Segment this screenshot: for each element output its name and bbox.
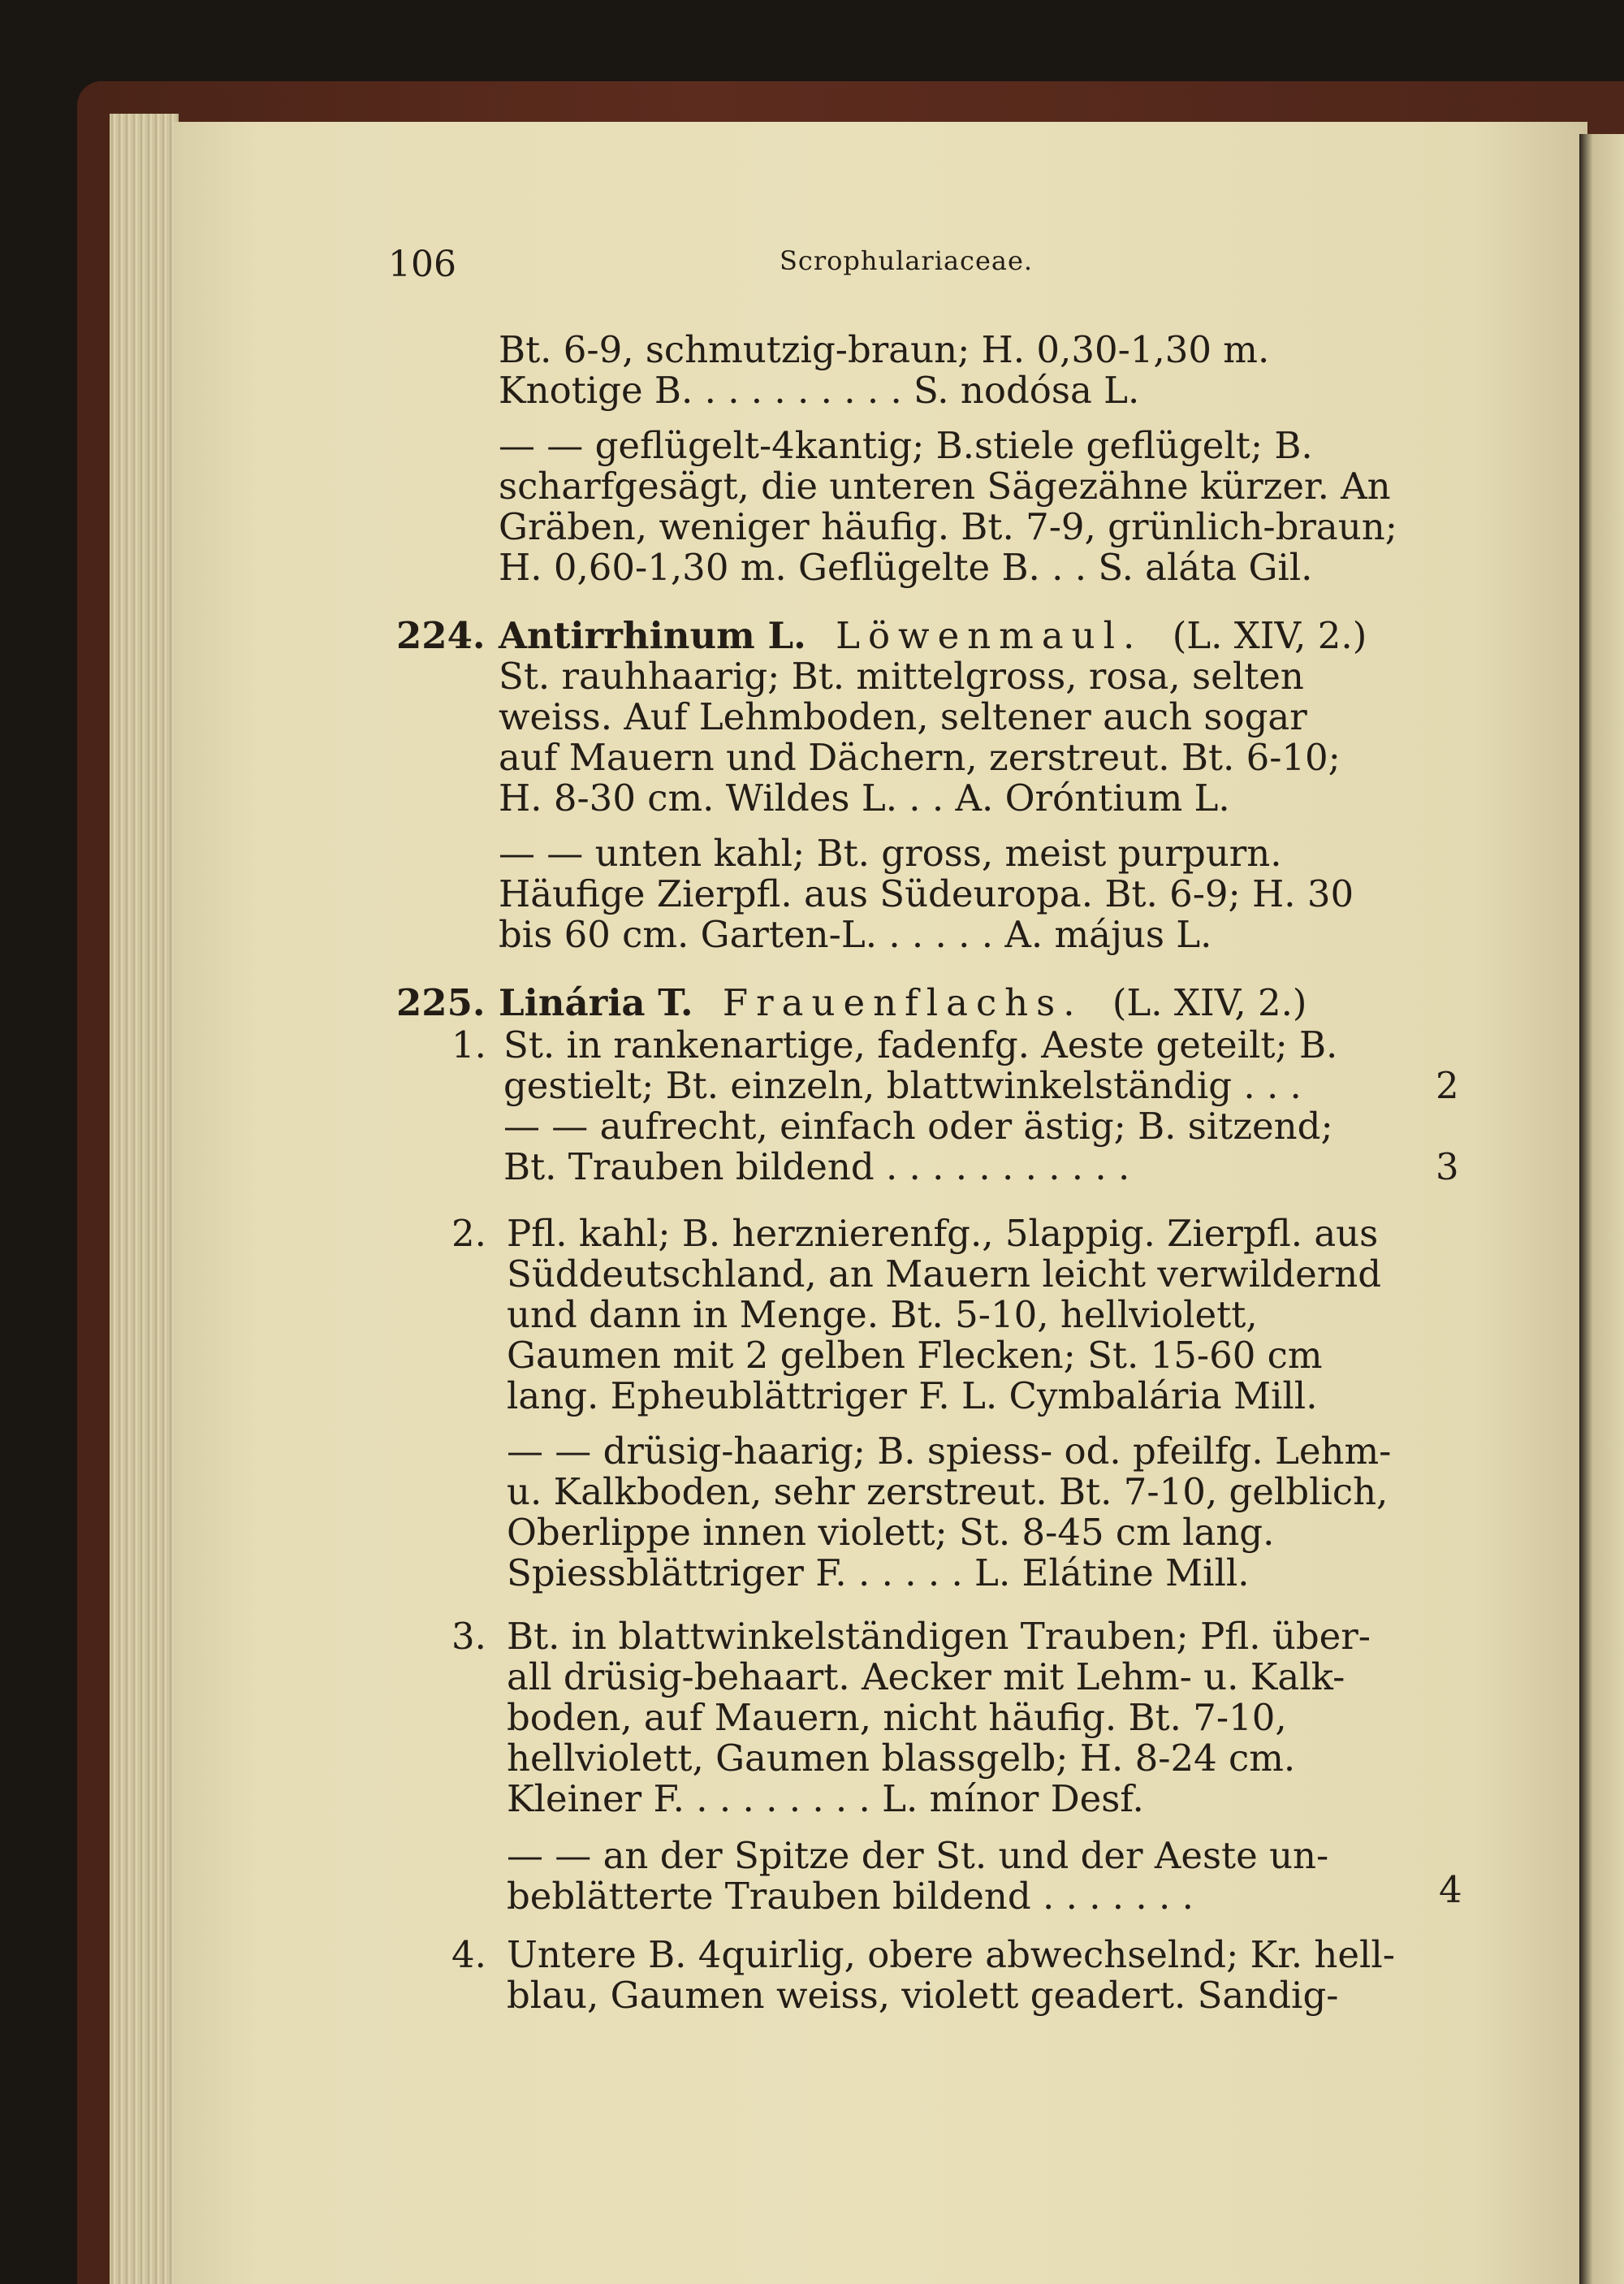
text-line: auf Mauern und Dächern, zerstreut. Bt. 6-10; [499,736,1341,779]
key-reference: 2 [1436,1064,1459,1107]
genus-german-name: Frauenflachs. [722,981,1083,1024]
text-line: — — aufrecht, einfach oder ästig; B. sitzend; [503,1105,1333,1148]
text-line: bis 60 cm. Garten-L. . . . . . A. május L. [499,913,1212,956]
text-line: und dann in Menge. Bt. 5-10, hellviolett, [507,1293,1258,1336]
facing-page-edge [1579,134,1624,2284]
text-line: Pfl. kahl; B. herznierenfg., 5lappig. Zierpfl. aus [507,1212,1379,1255]
text-line: H. 0,60-1,30 m. Geflügelte B. . . S. aláta Gil. [499,546,1313,589]
key-number: 2. [451,1212,486,1255]
text-line: all drüsig-behaart. Aecker mit Lehm- u. Kalk- [507,1655,1345,1698]
text-line: hellviolett, Gaumen blassgelb; H. 8-24 cm. [507,1737,1296,1780]
key-number: 3. [451,1615,486,1658]
genus-class: (L. XIV, 2.) [1112,981,1307,1024]
text-line: Bt. Trauben bildend . . . . . . . . . . . [503,1145,1130,1188]
text-line: — — geflügelt-4kantig; B.stiele geflügelt; B. [499,424,1313,467]
genus-heading [499,981,1307,1024]
text-line: Bt. 6-9, schmutzig-braun; H. 0,30-1,30 m. [499,328,1270,371]
running-title: Scrophulariaceae. [780,245,1034,276]
text-line: lang. Epheublättriger F. L. Cymbalária Mill. [507,1374,1318,1417]
text-line: Spiessblättriger F. . . . . . L. Elátine Mill. [507,1551,1250,1594]
key-number: 4. [451,1933,486,1976]
text-line: St. in rankenartige, fadenfg. Aeste geteilt; B. [503,1023,1338,1066]
key-number: 1. [451,1023,486,1066]
genus-number: 224. [396,614,486,657]
key-reference: 3 [1436,1145,1459,1188]
text-line: gestielt; Bt. einzeln, blattwinkelständig . . . [503,1064,1302,1107]
genus-name: Antirrhinum L. [499,614,806,657]
text-line: boden, auf Mauern, nicht häufig. Bt. 7-10, [507,1696,1287,1739]
key-reference: 4 [1439,1868,1462,1911]
text-line: Knotige B. . . . . . . . . . S. nodósa L. [499,369,1140,412]
text-line: Häufige Zierpfl. aus Südeuropa. Bt. 6-9; H. 30 [499,872,1354,915]
text-line: Oberlippe innen violett; St. 8-45 cm lang. [507,1511,1275,1554]
genus-heading [499,614,1367,657]
text-line: Gaumen mit 2 gelben Flecken; St. 15-60 cm [507,1334,1323,1377]
text-line: — — unten kahl; Bt. gross, meist purpurn. [499,832,1282,875]
genus-number: 225. [396,981,486,1024]
text-line: Bt. in blattwinkelständigen Trauben; Pfl. über- [507,1615,1371,1658]
text-line: St. rauhhaarig; Bt. mittelgross, rosa, selten [499,655,1304,698]
text-line: Kleiner F. . . . . . . . . L. mínor Desf. [507,1777,1144,1820]
page-number: 106 [388,244,456,285]
page-edges [110,114,179,2284]
text-line: Gräben, weniger häufig. Bt. 7-9, grünlich-braun; [499,505,1397,548]
text-line: u. Kalkboden, sehr zerstreut. Bt. 7-10, gelblich, [507,1470,1389,1513]
text-line: Untere B. 4quirlig, obere abwechselnd; Kr. hell- [507,1933,1395,1976]
text-line: beblätterte Trauben bildend . . . . . . . [507,1875,1194,1918]
text-line: blau, Gaumen weiss, violett geadert. Sandig- [507,1974,1339,2017]
text-line: scharfgesägt, die unteren Sägezähne kürzer. An [499,465,1391,508]
text-line: — — drüsig-haarig; B. spiess- od. pfeilfg. Lehm- [507,1430,1392,1473]
text-line: Süddeutschland, an Mauern leicht verwildernd [507,1252,1382,1296]
genus-german-name: Löwenmaul. [836,614,1143,657]
genus-class: (L. XIV, 2.) [1172,614,1367,657]
genus-name: Linária T. [499,981,693,1024]
text-line: H. 8-30 cm. Wildes L. . . A. Oróntium L. [499,776,1230,820]
text-line: weiss. Auf Lehmboden, seltener auch sogar [499,695,1307,738]
text-line: — — an der Spitze der St. und der Aeste un- [507,1834,1329,1877]
